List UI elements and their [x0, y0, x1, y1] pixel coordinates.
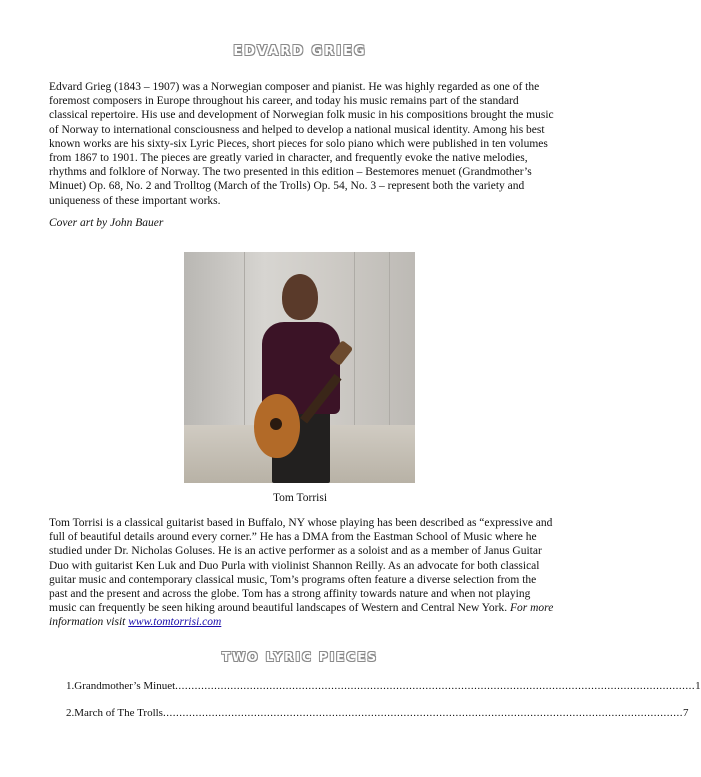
photo-figure-head	[282, 274, 318, 320]
cover-art-credit: Cover art by John Bauer	[49, 217, 164, 229]
grieg-biography: Edvard Grieg (1843 – 1907) was a Norwegian composer and pianist. He was highly regarded as one of the foremost composers in Europe throughout his career, and today his music remains part of the standard classical repertoire. His use and development of Norwegian folk music in his compositions brought the music of Norway to international consciousness and helped to develop a national musical identity. Among his best known works are his sixty-six Lyric Pieces, short pieces for solo piano which were published in ten volumes from 1867 to 1901. The pieces are greatly varied in character, and frequently evoke the native melodies, rhythms and folklore of Norway. The two presented in this edition – Bestemores menuet (Grandmother’s Minuet) Op. 68, No. 2 and Trolltog (March of the Trolls) Op. 54, No. 3 – represent both the variety and uniqueness of these important works.	[49, 81, 554, 207]
wall-panel-line	[244, 252, 245, 432]
toc-item[interactable]	[66, 707, 689, 719]
guitar-soundhole	[270, 418, 282, 430]
toc-item-number: 2.	[66, 707, 75, 719]
photo-caption: Tom Torrisi	[272, 492, 328, 504]
more-info-text: For more information visit	[49, 602, 554, 629]
toc-leader-dots: ................................................................................................................................................................	[175, 680, 696, 692]
toc-item-label: March of The Trolls	[74, 707, 163, 719]
wall-panel-line	[354, 252, 355, 432]
toc-item-page: 7	[682, 707, 689, 719]
toc-item-page: 1	[695, 680, 701, 692]
torrisi-bio-text: Tom Torrisi is a classical guitarist based in Buffalo, NY whose playing has been described as “expressive and full of beautiful details around every corner.” He has a DMA from the Eastman School of Music where he studied under Dr. Nicholas Goluses. He is an active performer as a soloist and as a member of Janus Guitar Duo with guitarist Ken Luk and Duo Purla with violinist Shannon Reilly. As an advocate for both classical guitar music and contemporary classical music, Tom’s programs often feature a diverse selection from the past and the present and across the globe. Tom has a strong affinity towards nature and when not playing music can frequently be seen hiking around beautiful landscapes of Western and Central New York.	[49, 517, 553, 615]
wall-panel-line	[389, 252, 390, 432]
contents-title: TWO LYRIC PIECES	[221, 650, 379, 664]
toc-item-number: 1.	[66, 680, 75, 692]
website-link[interactable]: www.tomtorrisi.com	[128, 616, 222, 629]
toc-leader-dots: ................................................................................................................................................................	[162, 707, 683, 719]
torrisi-biography	[49, 516, 557, 630]
toc-item[interactable]	[66, 680, 701, 692]
page-title: EDVARD GRIEG	[233, 44, 367, 59]
toc-item-label: Grandmother’s Minuet	[74, 680, 176, 692]
performer-photo	[184, 252, 415, 483]
